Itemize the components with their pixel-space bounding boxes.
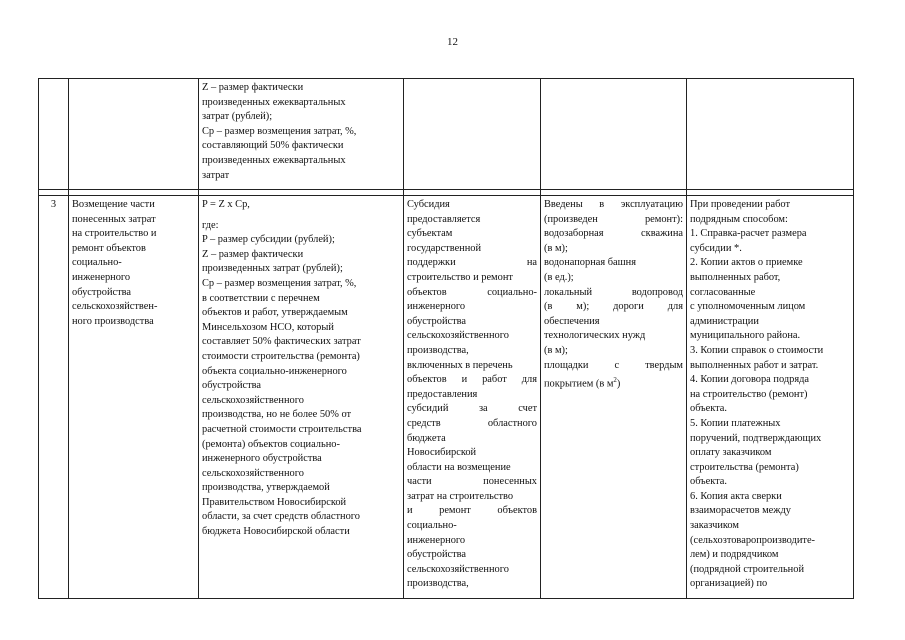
text-line: Субсидия xyxy=(407,199,450,210)
text-line: составляющий 50% фактически xyxy=(202,140,344,152)
formula-text xyxy=(202,81,400,183)
text-line: ремонт объектов xyxy=(72,242,146,254)
text-line: Новосибирской xyxy=(407,447,477,459)
text-line: инженерного xyxy=(407,534,466,546)
text-line: Z – размер фактически xyxy=(202,248,304,260)
text-line: объектов социально- xyxy=(407,286,537,298)
text-line: затрат xyxy=(202,169,230,181)
text-line: сельскохозяйственного xyxy=(407,563,509,575)
text-line: понесенных затрат xyxy=(72,213,156,225)
text-line: поддержки на xyxy=(407,257,537,269)
cell-subsidy-name xyxy=(69,196,199,599)
text-line: организацией) по xyxy=(690,578,768,590)
text-line: бюджета xyxy=(407,432,446,444)
text-line: (в м); дороги для xyxy=(544,301,683,313)
text-line: на строительство (ремонт) xyxy=(690,388,808,400)
text-line: строительство и ремонт xyxy=(407,271,513,283)
text-line: Z – размер фактически xyxy=(202,82,304,93)
text-line: в соответствии с перечнем xyxy=(202,292,320,304)
cell-recipients xyxy=(404,196,541,599)
cell-indicators-empty xyxy=(541,79,687,190)
table-row xyxy=(39,79,854,190)
table-row xyxy=(39,196,854,599)
cell-formula-continued xyxy=(199,79,404,190)
text-line: (подрядной строительной xyxy=(690,563,805,575)
text-line: составляет 50% фактических затрат xyxy=(202,336,361,348)
text-line: 2. Копии актов о приемке xyxy=(690,257,803,269)
text-line: сельскохозяйственного xyxy=(202,394,304,406)
text-line: 4. Копии договора подряда xyxy=(690,374,810,386)
text-line: 1. Справка-расчет размера xyxy=(690,228,807,240)
row-number: 3 xyxy=(39,196,69,599)
text-line: заказчиком xyxy=(690,520,739,532)
text-line: обустройства xyxy=(407,549,467,561)
subsidy-table xyxy=(38,78,854,599)
text-line: средств областного xyxy=(407,417,537,429)
text-line: строительства (ремонта) xyxy=(690,461,799,473)
text-line: согласованные xyxy=(690,286,756,298)
text-line: предоставляется xyxy=(407,213,481,225)
text-line: обустройства xyxy=(72,286,132,298)
text-line: социально- xyxy=(407,520,457,532)
text-line: (произведен ремонт): xyxy=(544,213,683,225)
text-line: на строительство и xyxy=(72,228,157,240)
text-line: производства, утверждаемой xyxy=(202,482,330,494)
text-line: поручений, подтверждающих xyxy=(690,432,822,444)
text-line: объекта. xyxy=(690,476,727,488)
text-line: инженерного xyxy=(72,271,131,283)
text-line: затрат (рублей); xyxy=(202,111,273,123)
text-line: обеспечения xyxy=(544,315,600,327)
text-line: (в м); xyxy=(544,344,568,356)
text-line: производства, xyxy=(407,578,469,590)
text-line: социально- xyxy=(72,257,122,269)
cell-documents-empty xyxy=(687,79,854,190)
text-line: объекта социально-инженерного xyxy=(202,365,347,377)
text-line: 6. Копия акта сверки xyxy=(690,490,782,502)
text-line: (в м); xyxy=(544,242,568,254)
text-line: локальный водопровод xyxy=(544,286,683,298)
text-line: предоставления xyxy=(407,388,478,400)
text-line: и ремонт объектов xyxy=(407,505,537,517)
text-line: субсидий за счет xyxy=(407,403,537,415)
cell-name-empty xyxy=(69,79,199,190)
text-line: администрации xyxy=(690,315,759,327)
text-line: оплату заказчиком xyxy=(690,447,772,459)
text-line: части понесенных xyxy=(407,476,537,488)
text-line: (сельхозтоваропроизводите- xyxy=(690,534,816,546)
cell-documents xyxy=(687,196,854,599)
text-line: бюджета Новосибирской области xyxy=(202,526,350,538)
text-line: P = Z x Cp, xyxy=(202,199,250,210)
text-line: объекта. xyxy=(690,403,727,415)
text-line: производства, xyxy=(407,344,469,356)
text-line: лем) и подрядчиком xyxy=(690,549,779,561)
text-line: включенных в перечень xyxy=(407,359,513,371)
text-line: выполненных работ и затрат. xyxy=(690,359,819,371)
text-line: водозаборная скважина xyxy=(544,228,683,240)
text-line: P – размер субсидии (рублей); xyxy=(202,234,335,246)
text-line: субсидии *. xyxy=(690,242,742,254)
subsidy-name-text xyxy=(72,198,195,329)
text-line: инженерного xyxy=(407,301,466,313)
text-line: 5. Копии платежных xyxy=(690,417,781,429)
recipients-text xyxy=(407,198,537,592)
cell-indicators xyxy=(541,196,687,599)
text-line: технологических нужд xyxy=(544,330,646,342)
text-line: сельскохозяйственного xyxy=(202,467,304,479)
text-line: ного производства xyxy=(72,315,154,327)
indicators-last-line: покрытием (в $м^2$) xyxy=(544,376,621,390)
text-line: субъектам xyxy=(407,228,453,240)
text-line: с уполномоченным лицом xyxy=(690,301,806,313)
text-line: (в ед.); xyxy=(544,271,574,283)
text-line: подрядным способом: xyxy=(690,213,788,225)
text-line: Ср – размер возмещения затрат, %, xyxy=(202,125,357,137)
text-line: государственной xyxy=(407,242,482,254)
text-line: Ср – размер возмещения затрат, %, xyxy=(202,277,357,289)
cell-formula xyxy=(199,196,404,599)
text-line: произведенных ежеквартальных xyxy=(202,154,346,166)
text-line: муниципального района. xyxy=(690,330,801,342)
text-line: сельскохозяйственного xyxy=(407,330,509,342)
text-line: площадки с твердым xyxy=(544,359,683,371)
text-line: где: xyxy=(202,219,219,231)
text-line: области, за счет средств областного xyxy=(202,511,360,523)
text-line: обустройства xyxy=(407,315,467,327)
text-line: 3. Копии справок о стоимости xyxy=(690,344,824,356)
text-line: области на возмещение xyxy=(407,461,511,473)
text-line: выполненных работ, xyxy=(690,271,781,283)
text-line: произведенных ежеквартальных xyxy=(202,96,346,108)
text-line: стоимости строительства (ремонта) xyxy=(202,350,360,362)
text-line: Правительством Новосибирской xyxy=(202,496,347,508)
page-number: 12 xyxy=(447,36,458,48)
text-line: объектов и работ, утверждаемым xyxy=(202,307,348,319)
text-line: производства, но не более 50% от xyxy=(202,409,352,421)
text-line: водонапорная башня xyxy=(544,257,636,269)
text-line: Введены в эксплуатацию xyxy=(544,199,683,210)
indicators-text xyxy=(544,198,683,373)
text-line: инженерного обустройства xyxy=(202,453,322,465)
text-line: расчетной стоимости строительства xyxy=(202,423,362,435)
text-line: Возмещение части xyxy=(72,199,155,210)
text-line: произведенных затрат (рублей); xyxy=(202,263,343,275)
formula-text xyxy=(202,198,400,540)
text-line: затрат на строительство xyxy=(407,490,514,502)
text-line: Минсельхозом НСО, который xyxy=(202,321,334,333)
cell-number-empty xyxy=(39,79,69,190)
cell-recipients-empty xyxy=(404,79,541,190)
text-line: При проведении работ xyxy=(690,199,790,210)
text-line: (ремонта) объектов социально- xyxy=(202,438,340,450)
text-line: объектов и работ для xyxy=(407,374,537,386)
text-line: взаиморасчетов между xyxy=(690,505,791,517)
documents-text xyxy=(690,198,850,592)
text-line: сельскохозяйствен- xyxy=(72,301,158,313)
text-line: обустройства xyxy=(202,380,262,392)
